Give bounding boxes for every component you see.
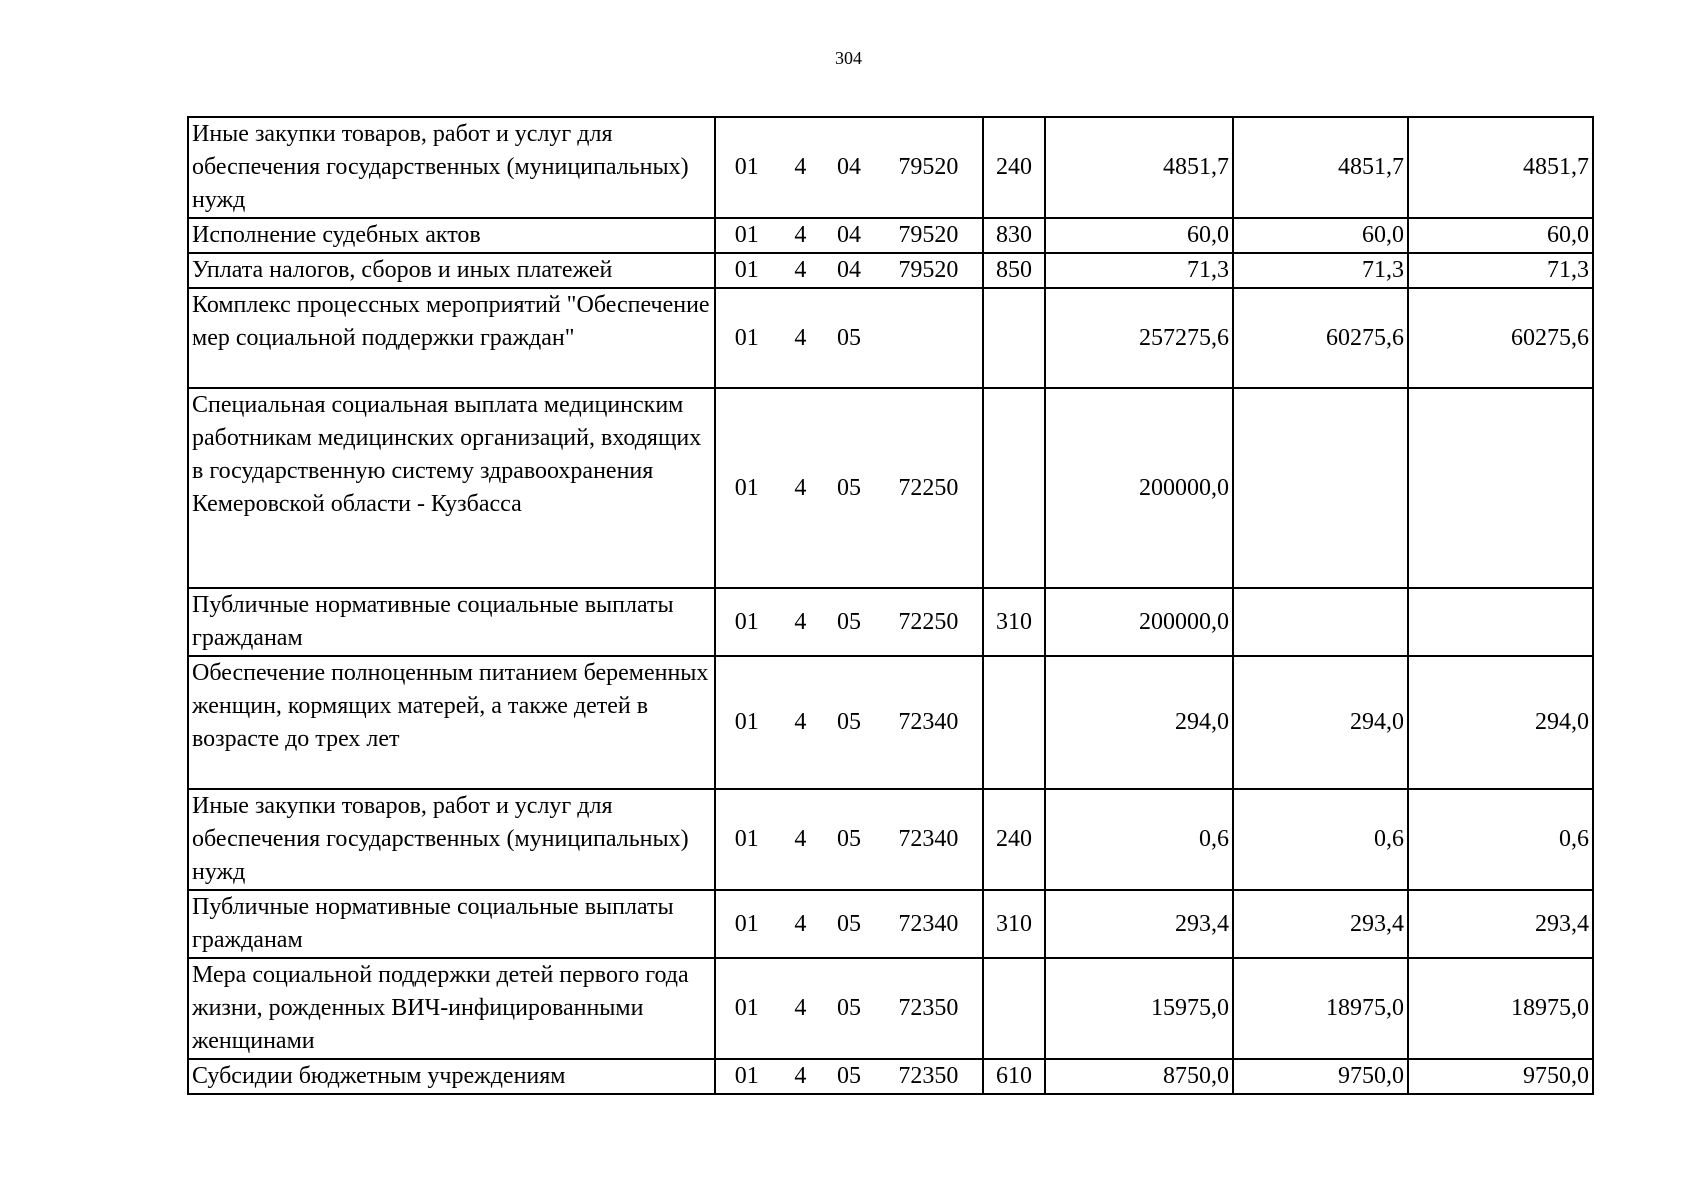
expense-type-code: 610 bbox=[983, 1059, 1045, 1094]
amount-year-1: 200000,0 bbox=[1045, 388, 1233, 588]
event-code: 05 bbox=[836, 474, 861, 501]
event-code: 05 bbox=[836, 995, 861, 1021]
subprogram-code: 4 bbox=[794, 709, 807, 735]
table-row bbox=[188, 253, 1593, 288]
subprogram-code: 4 bbox=[794, 324, 807, 351]
classification-code bbox=[715, 388, 983, 588]
amount-year-1: 4851,7 bbox=[1045, 117, 1233, 218]
row-name: Мера социальной поддержки детей первого года жизни, рожденных ВИЧ-инфицированными женщинами bbox=[188, 958, 715, 1059]
subprogram-code: 4 bbox=[794, 257, 807, 283]
expense-type-code: 240 bbox=[983, 789, 1045, 890]
program-code: 01 bbox=[734, 154, 759, 180]
amount-year-1: 294,0 bbox=[1045, 656, 1233, 789]
amount-year-3 bbox=[1408, 388, 1593, 588]
expense-type-code bbox=[983, 288, 1045, 388]
event-code: 04 bbox=[836, 222, 861, 248]
expense-type-code bbox=[983, 958, 1045, 1059]
direction-code: 72340 bbox=[898, 826, 959, 852]
amount-year-3: 60,0 bbox=[1408, 218, 1593, 253]
amount-year-1: 15975,0 bbox=[1045, 958, 1233, 1059]
table-row bbox=[188, 588, 1593, 656]
program-code: 01 bbox=[734, 474, 759, 501]
row-name: Публичные нормативные социальные выплаты гражданам bbox=[188, 588, 715, 656]
program-code: 01 bbox=[734, 1063, 759, 1089]
row-name: Публичные нормативные социальные выплаты гражданам bbox=[188, 890, 715, 958]
amount-year-1: 8750,0 bbox=[1045, 1059, 1233, 1094]
event-code: 05 bbox=[836, 910, 861, 937]
classification-code bbox=[715, 288, 983, 388]
amount-year-1: 60,0 bbox=[1045, 218, 1233, 253]
event-code: 04 bbox=[836, 257, 861, 283]
event-code: 05 bbox=[836, 709, 861, 735]
subprogram-code: 4 bbox=[794, 474, 807, 501]
amount-year-1: 200000,0 bbox=[1045, 588, 1233, 656]
program-code: 01 bbox=[734, 257, 759, 283]
row-name: Иные закупки товаров, работ и услуг для обеспечения государственных (муниципальных) нужд bbox=[188, 789, 715, 890]
expense-type-code: 240 bbox=[983, 117, 1045, 218]
amount-year-2: 0,6 bbox=[1233, 789, 1408, 890]
expense-type-code: 850 bbox=[983, 253, 1045, 288]
table-row bbox=[188, 388, 1593, 588]
amount-year-1: 293,4 bbox=[1045, 890, 1233, 958]
page-number: 304 bbox=[835, 48, 862, 68]
amount-year-3: 0,6 bbox=[1408, 789, 1593, 890]
subprogram-code: 4 bbox=[794, 608, 807, 635]
amount-year-1: 71,3 bbox=[1045, 253, 1233, 288]
row-name: Субсидии бюджетным учреждениям bbox=[188, 1059, 715, 1094]
program-code: 01 bbox=[734, 222, 759, 248]
amount-year-3 bbox=[1408, 588, 1593, 656]
event-code: 05 bbox=[836, 826, 861, 852]
amount-year-2: 18975,0 bbox=[1233, 958, 1408, 1059]
amount-year-2: 9750,0 bbox=[1233, 1059, 1408, 1094]
row-name: Комплекс процессных мероприятий "Обеспечение мер социальной поддержки граждан" bbox=[188, 288, 715, 388]
subprogram-code: 4 bbox=[794, 1063, 807, 1089]
direction-code: 72340 bbox=[898, 709, 959, 735]
classification-code bbox=[715, 789, 983, 890]
table-row bbox=[188, 218, 1593, 253]
amount-year-2 bbox=[1233, 588, 1408, 656]
amount-year-3: 9750,0 bbox=[1408, 1059, 1593, 1094]
program-code: 01 bbox=[734, 324, 759, 351]
row-name: Специальная социальная выплата медицинским работникам медицинских организаций, входящих в государственную систему здравоохранения Кемеровской области - Кузбасса bbox=[188, 388, 715, 588]
expense-type-code: 310 bbox=[983, 588, 1045, 656]
amount-year-1: 257275,6 bbox=[1045, 288, 1233, 388]
row-name: Исполнение судебных актов bbox=[188, 218, 715, 253]
program-code: 01 bbox=[734, 826, 759, 852]
amount-year-3: 293,4 bbox=[1408, 890, 1593, 958]
classification-code bbox=[715, 588, 983, 656]
table-row bbox=[188, 789, 1593, 890]
table-row bbox=[188, 1059, 1593, 1094]
direction-code: 79520 bbox=[898, 154, 959, 180]
program-code: 01 bbox=[734, 709, 759, 735]
amount-year-2 bbox=[1233, 388, 1408, 588]
direction-code: 72350 bbox=[898, 995, 959, 1021]
event-code: 05 bbox=[836, 1063, 861, 1089]
expense-type-code: 310 bbox=[983, 890, 1045, 958]
program-code: 01 bbox=[734, 995, 759, 1021]
table-row bbox=[188, 890, 1593, 958]
expense-type-code: 830 bbox=[983, 218, 1045, 253]
classification-code bbox=[715, 958, 983, 1059]
row-name: Уплата налогов, сборов и иных платежей bbox=[188, 253, 715, 288]
program-code: 01 bbox=[734, 608, 759, 635]
row-name: Обеспечение полноценным питанием беременных женщин, кормящих матерей, а также детей в возрасте до трех лет bbox=[188, 656, 715, 789]
direction-code: 79520 bbox=[898, 257, 959, 283]
event-code: 04 bbox=[836, 154, 861, 180]
amount-year-2: 294,0 bbox=[1233, 656, 1408, 789]
expense-type-code bbox=[983, 656, 1045, 789]
direction-code: 72340 bbox=[898, 910, 959, 937]
amount-year-3: 60275,6 bbox=[1408, 288, 1593, 388]
amount-year-3: 18975,0 bbox=[1408, 958, 1593, 1059]
subprogram-code: 4 bbox=[794, 154, 807, 180]
classification-code bbox=[715, 117, 983, 218]
amount-year-2: 60,0 bbox=[1233, 218, 1408, 253]
amount-year-2: 60275,6 bbox=[1233, 288, 1408, 388]
amount-year-1: 0,6 bbox=[1045, 789, 1233, 890]
table-row bbox=[188, 656, 1593, 789]
event-code: 05 bbox=[836, 608, 861, 635]
amount-year-3: 294,0 bbox=[1408, 656, 1593, 789]
table-row bbox=[188, 958, 1593, 1059]
budget-table bbox=[187, 116, 1594, 1095]
subprogram-code: 4 bbox=[794, 826, 807, 852]
subprogram-code: 4 bbox=[794, 222, 807, 248]
classification-code bbox=[715, 218, 983, 253]
classification-code bbox=[715, 656, 983, 789]
classification-code bbox=[715, 890, 983, 958]
direction-code: 72250 bbox=[898, 608, 959, 635]
amount-year-2: 71,3 bbox=[1233, 253, 1408, 288]
table-row bbox=[188, 288, 1593, 388]
amount-year-2: 4851,7 bbox=[1233, 117, 1408, 218]
direction-code: 79520 bbox=[898, 222, 959, 248]
subprogram-code: 4 bbox=[794, 995, 807, 1021]
amount-year-2: 293,4 bbox=[1233, 890, 1408, 958]
table-body bbox=[188, 117, 1593, 1094]
amount-year-3: 4851,7 bbox=[1408, 117, 1593, 218]
table-row bbox=[188, 117, 1593, 218]
program-code: 01 bbox=[734, 910, 759, 937]
direction-code: 72350 bbox=[898, 1063, 959, 1089]
expense-type-code bbox=[983, 388, 1045, 588]
amount-year-3: 71,3 bbox=[1408, 253, 1593, 288]
event-code: 05 bbox=[836, 324, 861, 351]
direction-code: 72250 bbox=[898, 474, 959, 501]
row-name: Иные закупки товаров, работ и услуг для обеспечения государственных (муниципальных) нужд bbox=[188, 117, 715, 218]
classification-code bbox=[715, 253, 983, 288]
subprogram-code: 4 bbox=[794, 910, 807, 937]
classification-code bbox=[715, 1059, 983, 1094]
